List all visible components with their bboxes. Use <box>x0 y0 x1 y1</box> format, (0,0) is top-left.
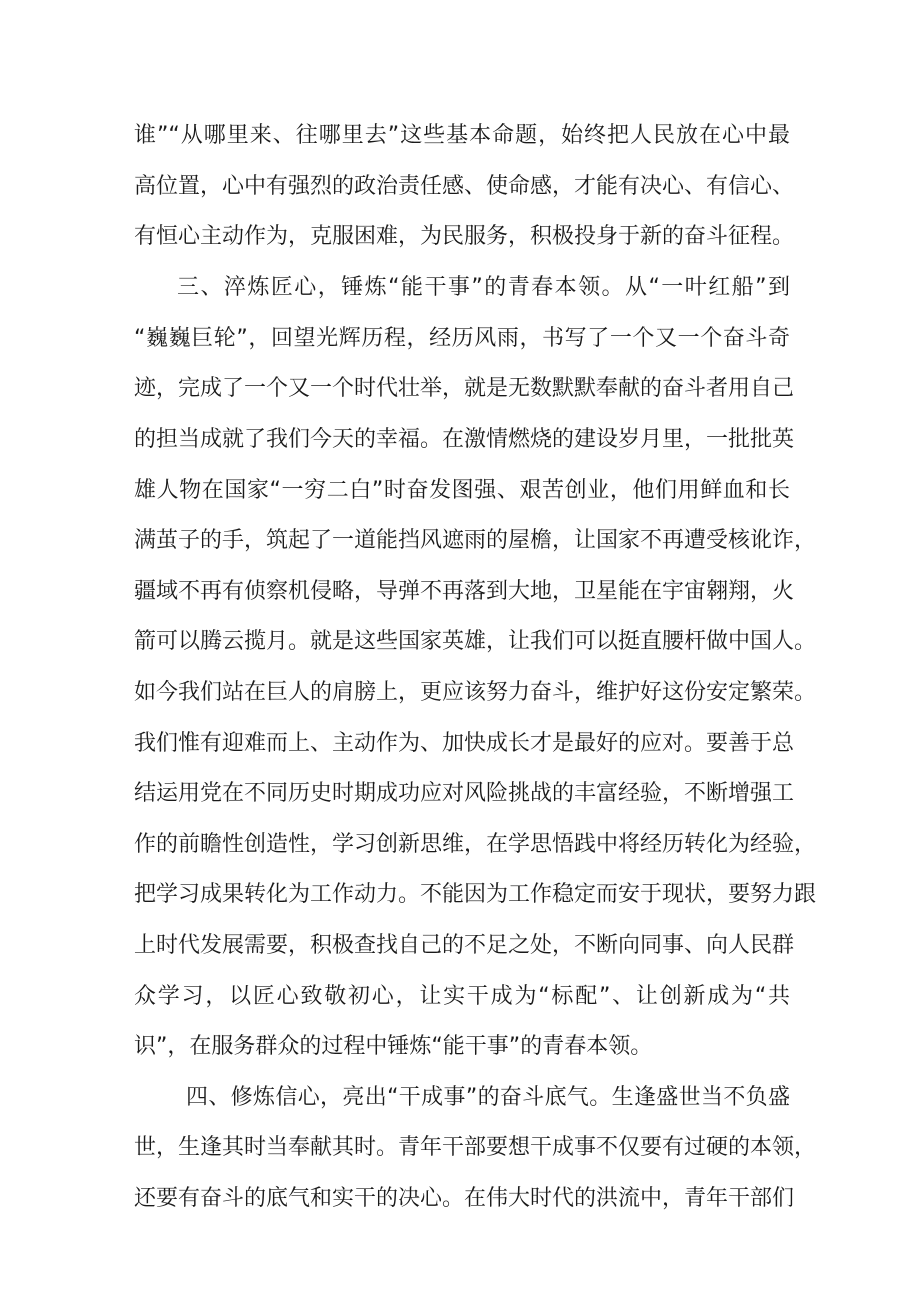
paragraph-line: 结运用党在不同历史时期成功应对风险挑战的丰富经验，不断增强工 <box>134 781 795 806</box>
paragraph-line: 把学习成果转化为工作动力。不能因为工作稳定而安于现状，要努力跟 <box>134 882 817 907</box>
paragraph-line: 高位置，心中有强烈的政治责任感、使命感，才能有决心、有信心、 <box>134 174 795 199</box>
paragraph-line: 谁”“从哪里来、往哪里去”这些基本命题，始终把人民放在心中最 <box>134 123 790 148</box>
paragraph-line: 识”，在服务群众的过程中锤炼“能干事”的青春本领。 <box>134 1034 653 1059</box>
paragraph-line: 疆域不再有侦察机侵略，导弹不再落到大地，卫星能在宇宙翱翔，火 <box>134 579 795 604</box>
paragraph-line: 如今我们站在巨人的肩膀上，更应该努力奋斗，维护好这份安定繁荣。 <box>134 680 817 705</box>
paragraph-line: 我们惟有迎难而上、主动作为、加快成长才是最好的应对。要善于总 <box>134 731 795 756</box>
paragraph-line: 作的前瞻性创造性，学习创新思维，在学思悟践中将经历转化为经验， <box>134 832 817 857</box>
paragraph-line: 箭可以腾云揽月。就是这些国家英雄，让我们可以挺直腰杆做中国人。 <box>134 629 817 654</box>
paragraph-line: 有恒心主动作为，克服困难，为民服务，积极投身于新的奋斗征程。 <box>134 224 795 249</box>
paragraph-line: 还要有奋斗的底气和实干的决心。在伟大时代的洪流中，青年干部们 <box>134 1186 795 1211</box>
paragraph-line: 三、淬炼匠心，锤炼“能干事”的青春本领。从“一叶红船”到 <box>177 275 790 300</box>
paragraph-line: 上时代发展需要，积极查找自己的不足之处，不断向同事、向人民群 <box>134 933 795 958</box>
paragraph-line: 众学习，以匠心致敬初心，让实干成为“标配”、让创新成为“共 <box>134 984 790 1009</box>
paragraph-line: 迹，完成了一个又一个时代壮举，就是无数默默奉献的奋斗者用自己 <box>134 376 795 401</box>
paragraph-line: 雄人物在国家“一穷二白”时奋发图强、艰苦创业，他们用鲜血和长 <box>134 478 790 503</box>
paragraph-line: 四、修炼信心，亮出“干成事”的奋斗底气。生逢盛世当不负盛 <box>186 1085 790 1110</box>
paragraph-line: 的担当成就了我们今天的幸福。在激情燃烧的建设岁月里，一批批英 <box>134 427 795 452</box>
paragraph-line: “巍巍巨轮”，回望光辉历程，经历风雨，书写了一个又一个奋斗奇 <box>134 326 790 351</box>
paragraph-line: 满茧子的手，筑起了一道能挡风遮雨的屋檐，让国家不再遭受核讹诈， <box>134 528 817 553</box>
paragraph-line: 世，生逢其时当奉献其时。青年干部要想干成事不仅要有过硬的本领， <box>134 1135 817 1160</box>
